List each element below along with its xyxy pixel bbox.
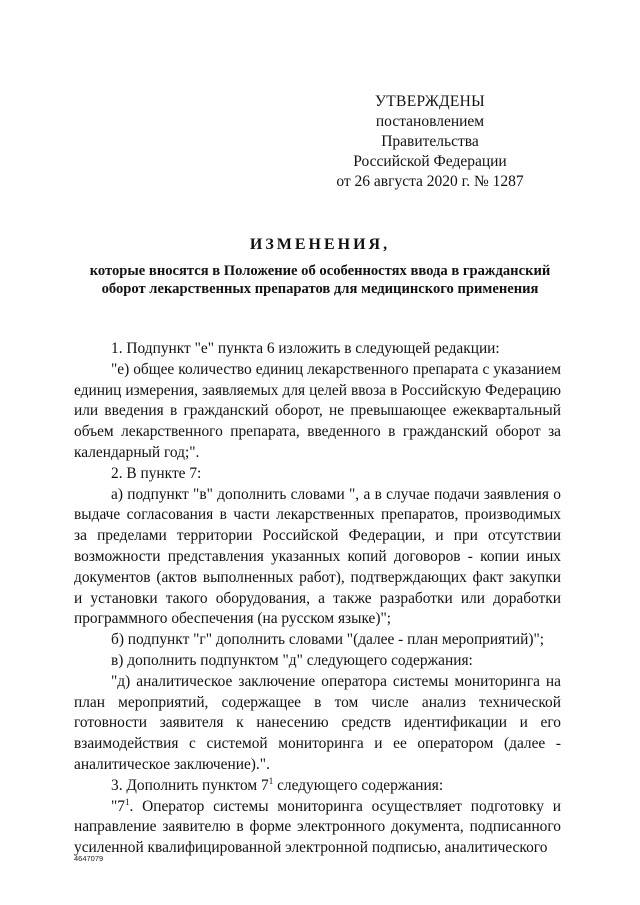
paragraph-4: а) подпункт "в" дополнить словами ", а в случае подачи заявления о выдаче согласования в части лекарственных препаратов, производимых за пределами территории Российской Федерации, и при отсутствии возможности представления указанных копий договоров - копии иных документов (актов выполненных работ), подтверждающих факт закупки и установки такого оборудования, а также разработки или доработки программного обеспечения (на русском языке)"; (74, 485, 561, 628)
approval-title: УТВЕРЖДЕНЫ (375, 93, 485, 110)
paragraph-9 (74, 797, 561, 859)
paragraph-9-text: . Оператор системы мониторинга осуществляет подготовку и направление заявителю в форме электронного документа, подписанного усиленной квалифицированной электронной подписью, аналитического (74, 797, 561, 857)
subtitle-line-1: которые вносятся в Положение об особенностях ввода в гражданский (89, 263, 551, 279)
paragraph-9-head: "7 (111, 797, 125, 815)
paragraph-2: "е) общее количество единиц лекарственного препарата с указанием единиц измерения, заявляемых для целей ввоза в Российскую Федерацию или введения в гражданский оборот, не превышающее ежеквартальный объем лекарственного препарата, введенного в гражданский оборот за календарный год;". (74, 360, 561, 461)
paragraph-3: 2. В пункте 7: (111, 464, 202, 482)
subtitle-line-2: оборот лекарственных препаратов для медицинского применения (101, 281, 539, 297)
approval-block (330, 92, 530, 192)
superscript-2: 1 (124, 796, 130, 807)
approval-line-3: от 26 августа 2020 г. № 1287 (336, 173, 524, 190)
approval-line-2: Российской Федерации (353, 153, 507, 170)
paragraph-8-text: 3. Дополнить пунктом 7 (111, 776, 269, 794)
approval-line-1: постановлением Правительства (375, 113, 485, 150)
paragraph-1: 1. Подпункт "е" пункта 6 изложить в следующей редакции: (111, 340, 500, 357)
paragraph-8-tail: следующего содержания: (273, 776, 444, 794)
paragraph-8 (74, 776, 561, 797)
document-code: 4647079 (74, 854, 104, 863)
paragraph-6: в) дополнить подпунктом "д" следующего содержания: (111, 651, 473, 669)
paragraph-5: б) подпункт "г" дополнить словами "(далее - план мероприятий)"; (111, 631, 545, 649)
document-title: ИЗМЕНЕНИЯ, (249, 236, 391, 253)
superscript-1: 1 (268, 775, 274, 786)
document-subtitle (0, 262, 640, 298)
document-body (74, 339, 561, 859)
paragraph-7: "д) аналитическое заключение оператора системы мониторинга на план мероприятий, содержащее в том числе анализ технической готовности заявителя к нанесению средств идентификации и его взаимодействия с системой мониторинга и ее оператором (далее - аналитическое заключение).". (74, 672, 561, 773)
